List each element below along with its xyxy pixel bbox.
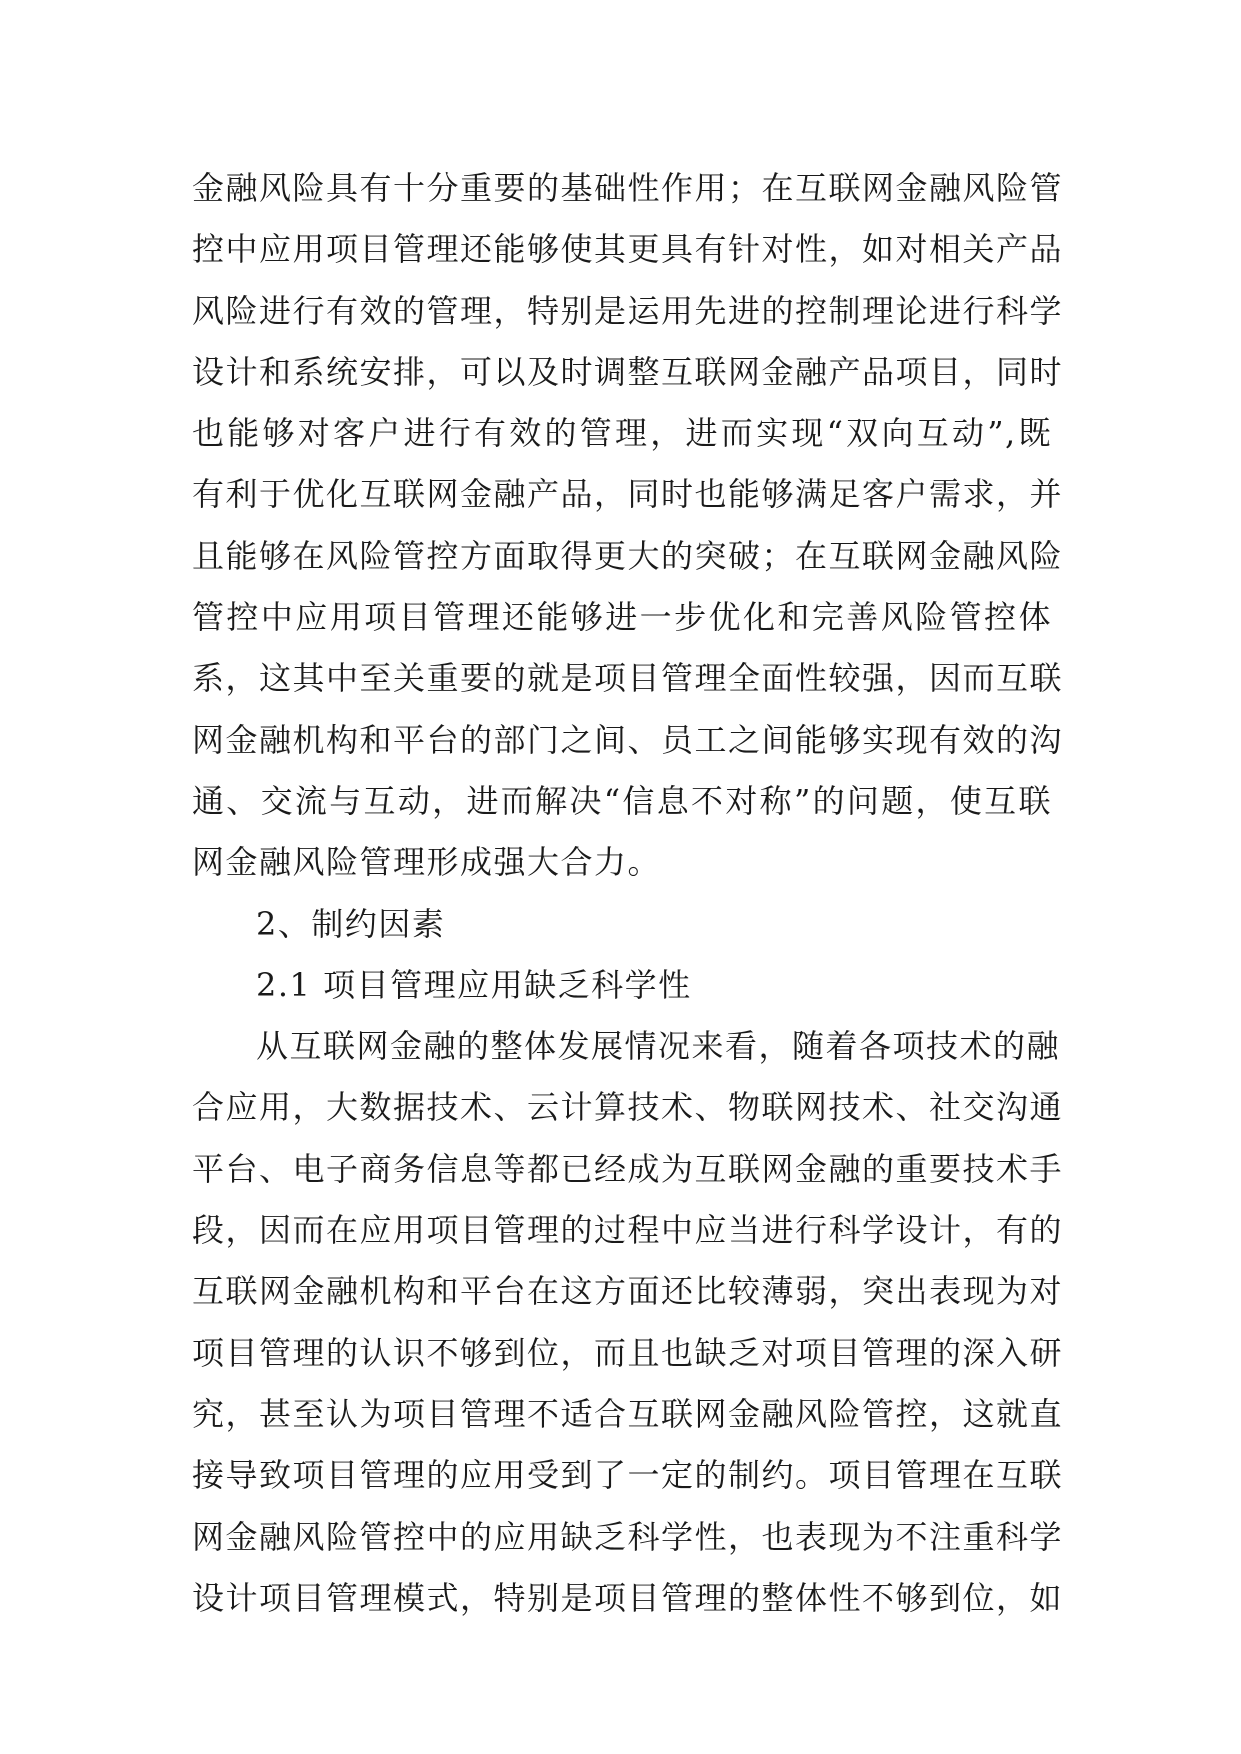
text-line: 究，甚至认为项目管理不适合互联网金融风险管控，这就直 [192,1394,1064,1433]
text-line: 网金融风险管控中的应用缺乏科学性，也表现为不注重科学 [192,1517,1064,1556]
text-line: 接导致项目管理的应用受到了一定的制约。项目管理在互联 [192,1456,1064,1495]
text-line: 且能够在风险管控方面取得更大的突破；在互联网金融风险 [192,536,1064,575]
text-line: 网金融风险管理形成强大合力。 [192,843,662,882]
text-line: 合应用，大数据技术、云计算技术、物联网技术、社交沟通 [192,1088,1064,1127]
text-line: 项目管理的认识不够到位，而且也缺乏对项目管理的深入研 [192,1333,1064,1372]
text-line: 系，这其中至关重要的就是项目管理全面性较强，因而互联 [192,659,1064,698]
body-text [192,158,1064,1629]
text-line: 设计项目管理模式，特别是项目管理的整体性不够到位，如 [192,1578,1064,1617]
text-line: 控中应用项目管理还能够使其更具有针对性，如对相关产品 [192,230,1064,269]
text-line: 平台、电子商务信息等都已经成为互联网金融的重要技术手 [192,1149,1064,1188]
text-line: 有利于优化互联网金融产品，同时也能够满足客户需求，并 [192,475,1064,514]
text-line: 网金融机构和平台的部门之间、员工之间能够实现有效的沟 [192,720,1064,759]
text-line: 设计和系统安排，可以及时调整互联网金融产品项目，同时 [192,352,1064,391]
text-line: 互联网金融机构和平台在这方面还比较薄弱，突出表现为对 [192,1272,1064,1311]
section-heading: 2、制约因素 [256,904,446,943]
text-line: 通、交流与互动，进而解决“信息不对称”的问题，使互联 [192,781,1052,820]
subsection-heading: 2.1 项目管理应用缺乏科学性 [256,965,692,1004]
text-line: 也能够对客户进行有效的管理，进而实现“双向互动”,既 [192,414,1052,453]
text-line: 管控中应用项目管理还能够进一步优化和完善风险管控体 [192,598,1052,637]
text-line: 从互联网金融的整体发展情况来看，随着各项技术的融 [256,1027,1061,1066]
text-line: 段，因而在应用项目管理的过程中应当进行科学设计，有的 [192,1211,1064,1250]
text-line: 风险进行有效的管理，特别是运用先进的控制理论进行科学 [192,291,1064,330]
text-line: 金融风险具有十分重要的基础性作用；在互联网金融风险管 [192,169,1064,207]
